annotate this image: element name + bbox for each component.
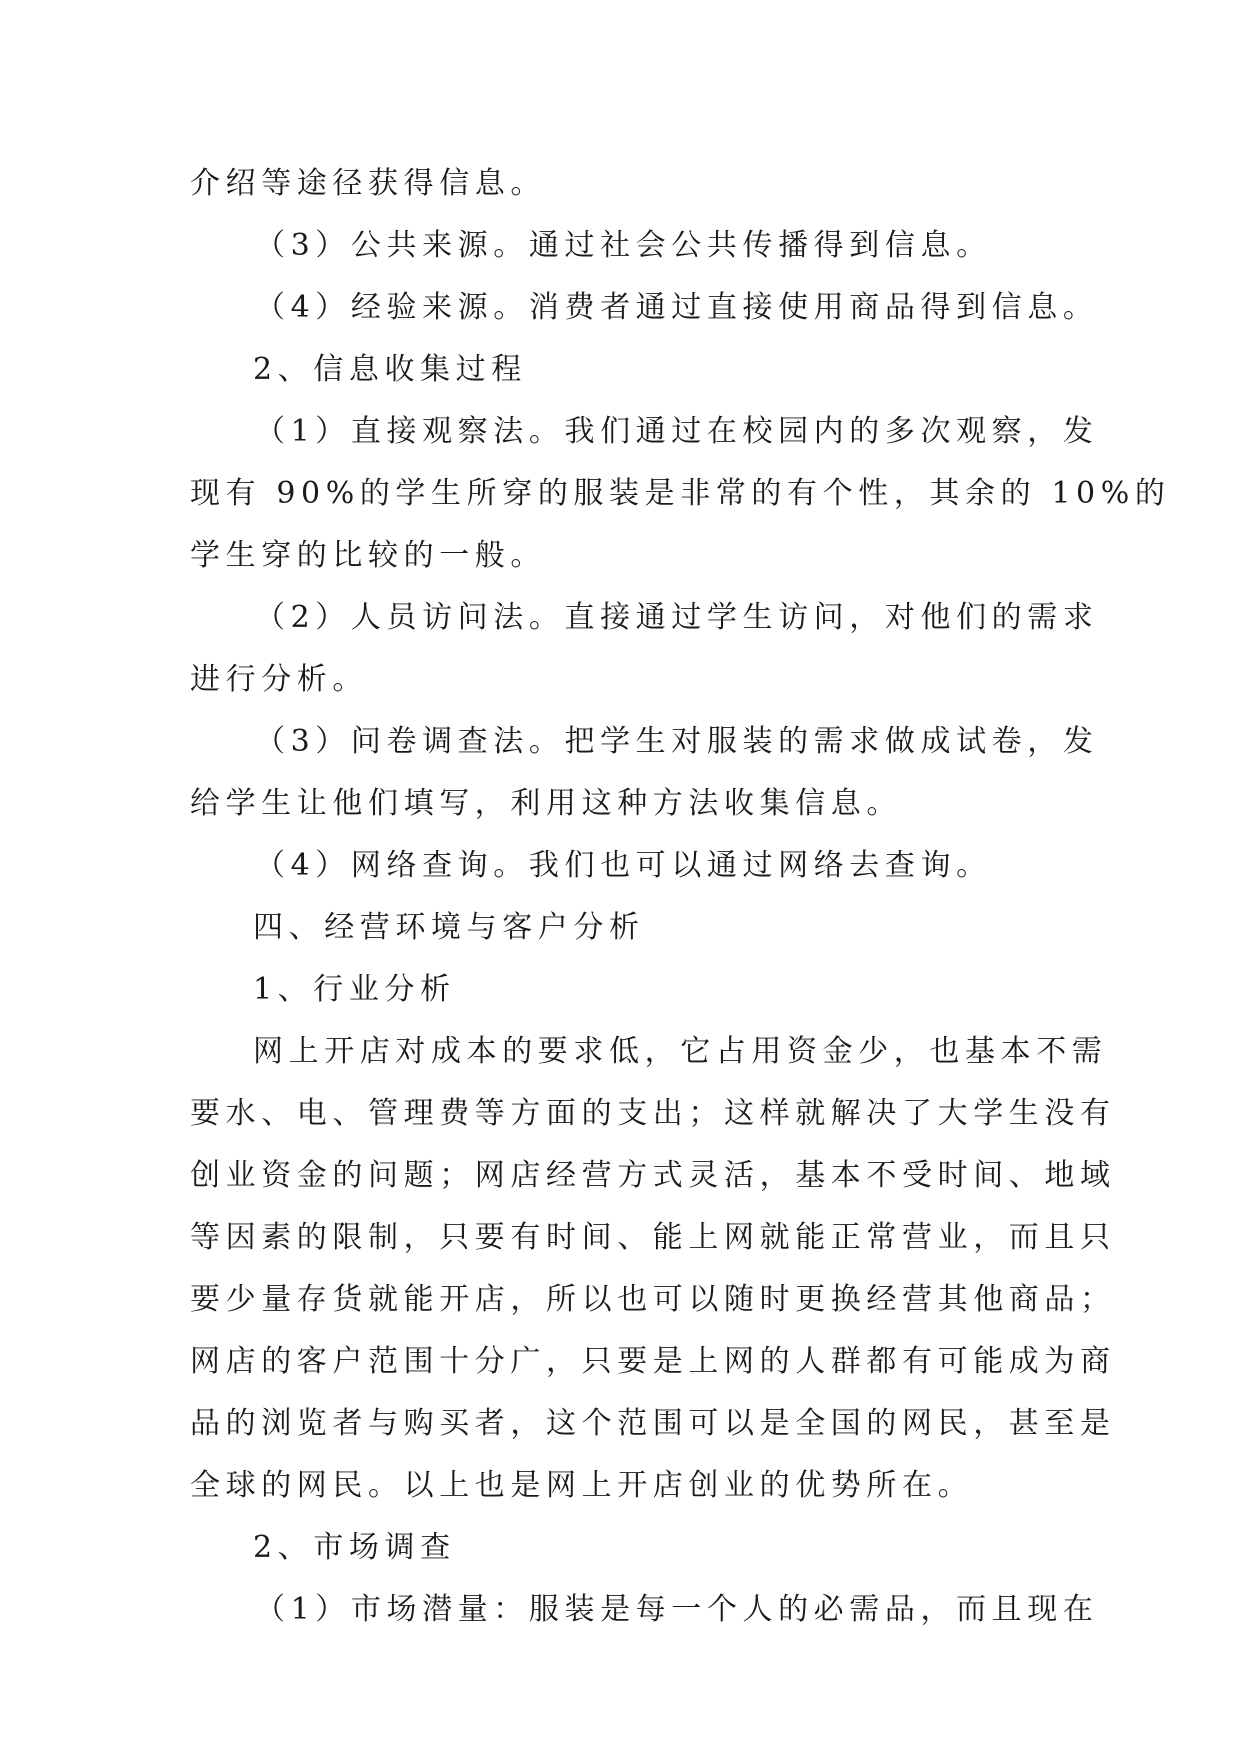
text-line: 品的浏览者与购买者，这个范围可以是全国的网民，甚至是 bbox=[190, 1406, 1116, 1441]
text-line: 创业资金的问题；网店经营方式灵活，基本不受时间、地域 bbox=[190, 1158, 1116, 1193]
text-line: （4）经验来源。消费者通过直接使用商品得到信息。 bbox=[255, 290, 1099, 325]
text-line: 要水、电、管理费等方面的支出；这样就解决了大学生没有 bbox=[190, 1096, 1116, 1131]
text-line: （1）直接观察法。我们通过在校园内的多次观察，发 bbox=[255, 414, 1099, 449]
text-line: 网上开店对成本的要求低，它占用资金少，也基本不需 bbox=[253, 1034, 1108, 1069]
text-line: （3）问卷调查法。把学生对服装的需求做成试卷，发 bbox=[255, 724, 1099, 759]
text-line: 进行分析。 bbox=[190, 662, 368, 697]
text-line: （4）网络查询。我们也可以通过网络去查询。 bbox=[255, 848, 992, 883]
text-line: （3）公共来源。通过社会公共传播得到信息。 bbox=[255, 228, 992, 263]
text-line: 现有 90%的学生所穿的服装是非常的有个性，其余的 10%的 bbox=[190, 476, 1171, 511]
text-line: 给学生让他们填写，利用这种方法收集信息。 bbox=[190, 786, 902, 821]
section-heading: 四、经营环境与客户分析 bbox=[253, 910, 645, 945]
text-line: （2）人员访问法。直接通过学生访问，对他们的需求 bbox=[255, 600, 1099, 635]
text-line: 要少量存货就能开店，所以也可以随时更换经营其他商品； bbox=[190, 1282, 1116, 1317]
text-line: 等因素的限制，只要有时间、能上网就能正常营业，而且只 bbox=[190, 1220, 1116, 1255]
section-heading: 1、行业分析 bbox=[253, 972, 456, 1007]
text-line: 介绍等途径获得信息。 bbox=[190, 166, 546, 201]
text-line: 学生穿的比较的一般。 bbox=[190, 538, 546, 573]
text-line: （1）市场潜量：服装是每一个人的必需品，而且现在 bbox=[255, 1592, 1099, 1627]
section-heading: 2、信息收集过程 bbox=[253, 352, 527, 387]
section-heading: 2、市场调查 bbox=[253, 1530, 456, 1565]
text-line: 全球的网民。以上也是网上开店创业的优势所在。 bbox=[190, 1468, 974, 1503]
text-line: 网店的客户范围十分广，只要是上网的人群都有可能成为商 bbox=[190, 1344, 1116, 1379]
